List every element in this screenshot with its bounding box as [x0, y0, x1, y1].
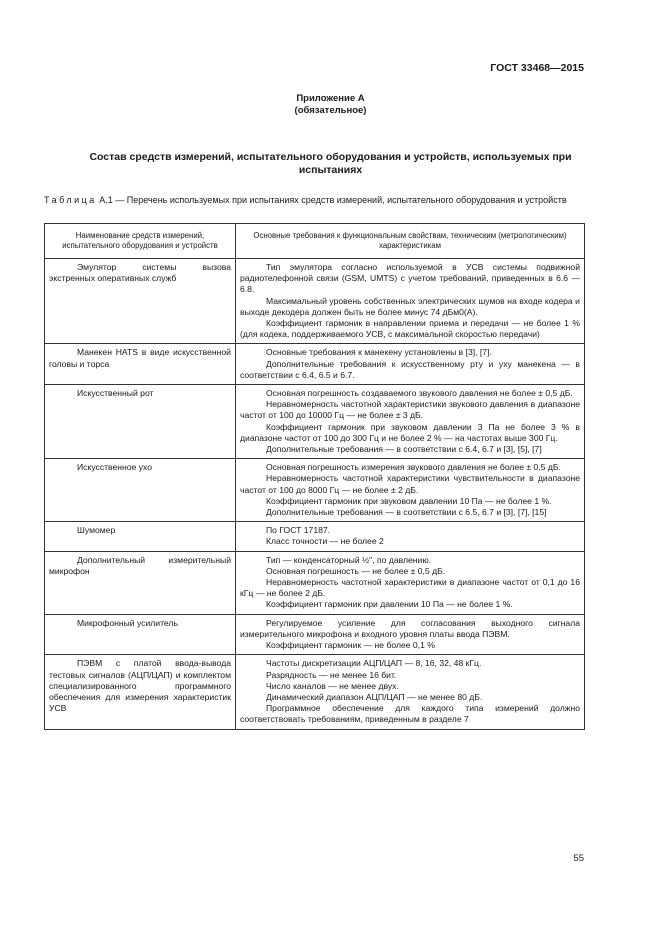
requirement-line: Основные требования к манекену установлены в [3], [7]. [266, 347, 492, 358]
column-header-requirements: Основные требования к функциональным свойствам, техническим (метрологическим) характеристикам [236, 224, 585, 259]
equipment-name: Манекен HATS в виде искусственной головы и торса [45, 344, 236, 385]
section-title: Состав средств измерений, испытательного оборудования и устройств, используемых при испытаниях [89, 151, 572, 176]
requirement-line: Динамический диапазон АЦП/ЦАП — не менее 80 дБ. [266, 691, 483, 702]
page-number: 55 [573, 853, 584, 864]
table-caption [44, 194, 584, 206]
equipment-requirements [236, 522, 585, 551]
requirement-line: Тип — конденсаторный ½", по давлению. [266, 554, 432, 565]
requirement-line: Тип эмулятора согласно используемой в УСВ системы подвижной радиотелефонной связи (GSM, UMTS) с учетом требований, приведенных в 6.6 — 6.8. [240, 262, 580, 295]
standard-number: ГОСТ 33468—2015 [490, 62, 584, 74]
requirement-line: Дополнительные требования — в соответствии с 6.4, 6.7 и [3], [5], [7] [266, 444, 542, 455]
equipment-name: Искусственный рот [45, 385, 236, 459]
table-row [45, 259, 585, 344]
requirement-line: Коэффициент гармоник при звуковом давлении 10 Па — не более 1 %. [266, 495, 552, 506]
table-row [45, 614, 585, 655]
equipment-name: Микрофонный усилитель [45, 614, 236, 655]
annex-heading [0, 93, 661, 117]
annex-title: Приложение А [296, 93, 365, 104]
requirement-line: Частоты дискретизации АЦП/ЦАП — 8, 16, 32, 48 кГц. [266, 658, 482, 669]
requirement-line: Основная погрешность — не более ± 0,5 дБ. [266, 565, 446, 576]
table-caption-label: Таблица [44, 195, 97, 205]
equipment-name: ПЭВМ с платой ввода-вывода тестовых сигналов (АЦП/ЦАП) и комплектом специализированного программного обеспечения для измерения характеристик УСВ [45, 655, 236, 729]
annex-status: (обязательное) [294, 105, 367, 116]
equipment-requirements [236, 614, 585, 655]
requirement-line: Коэффициент гармоник — не более 0,1 % [266, 640, 435, 651]
requirement-line: Число каналов — не менее двух. [266, 680, 399, 691]
table-row [45, 344, 585, 385]
table-row [45, 459, 585, 522]
requirement-line: Регулируемое усиление для согласования выходного сигнала измерительного микрофона и входного уровня платы ввода ПЭВМ. [240, 617, 580, 639]
requirement-line: Неравномерность частотной характеристики чувствительности в диапазоне частот от 100 до 8000 Гц — не более ± 2 дБ. [240, 473, 580, 495]
requirement-line: Программное обеспечение для каждого типа измерений должно соответствовать требованиям, приведенным в разделе 7 [240, 703, 580, 725]
table-row [45, 522, 585, 551]
table-row [45, 655, 585, 729]
equipment-requirements [236, 655, 585, 729]
requirement-line: Основная погрешность создаваемого звукового давления не более ± 0,5 дБ. [266, 388, 573, 399]
requirement-line: Основная погрешность измерения звукового давления не более ± 0,5 дБ. [266, 462, 561, 473]
requirement-line: Максимальный уровень собственных электрических шумов на входе кодера и выходе декодера должен быть не более минус 74 дБм0(А). [240, 295, 580, 317]
requirement-line: Дополнительные требования к искусственному рту и уху манекена — в соответствии с 6.4, 6.5 и 6.7. [240, 358, 580, 380]
table-header-row [45, 224, 585, 259]
table-body [45, 259, 585, 730]
equipment-name: Дополнительный измерительный микрофон [45, 551, 236, 614]
equipment-name: Шумомер [45, 522, 236, 551]
table-row [45, 385, 585, 459]
requirement-line: Коэффициент гармоник при звуковом давлении 3 Па не более 3 % в диапазоне частот от 100 до 300 Гц и не более 2 % — на частотах выше 300 Гц. [240, 421, 580, 443]
equipment-name: Искусственное ухо [45, 459, 236, 522]
equipment-requirements [236, 344, 585, 385]
table-caption-text: А.1 — Перечень используемых при испытаниях средств измерений, испытательного оборудования и устройств [96, 195, 567, 205]
table-row [45, 551, 585, 614]
equipment-requirements [236, 385, 585, 459]
requirement-line: По ГОСТ 17187. [266, 525, 331, 536]
requirement-line: Неравномерность частотной характеристики звукового давления в диапазоне частот от 100 до 10000 Гц — не более ± 3 дБ. [240, 399, 580, 421]
equipment-requirements [236, 459, 585, 522]
requirement-line: Дополнительные требования — в соответствии с 6.5, 6.7 и [3], [7], [15] [266, 507, 547, 518]
column-header-name: Наименование средств измерений, испытательного оборудования и устройств [45, 224, 236, 259]
requirement-line: Разрядность — не менее 16 бит. [266, 669, 397, 680]
requirement-line: Неравномерность частотной характеристики в диапазоне частот от 0,1 до 16 кГц — не более 2 дБ. [240, 577, 580, 599]
requirement-line: Коэффициент гармоник при давлении 10 Па — не более 1 %. [266, 599, 513, 610]
requirement-line: Коэффициент гармоник в направлении приема и передачи — не более 1 % (для кодека, поддерживаемого УСВ, с максимальной скоростью передачи) [240, 318, 580, 340]
requirement-line: Класс точности — не более 2 [266, 536, 384, 547]
equipment-name: Эмулятор системы вызова экстренных оперативных служб [45, 259, 236, 344]
equipment-requirements [236, 259, 585, 344]
equipment-requirements [236, 551, 585, 614]
equipment-table [44, 223, 585, 730]
